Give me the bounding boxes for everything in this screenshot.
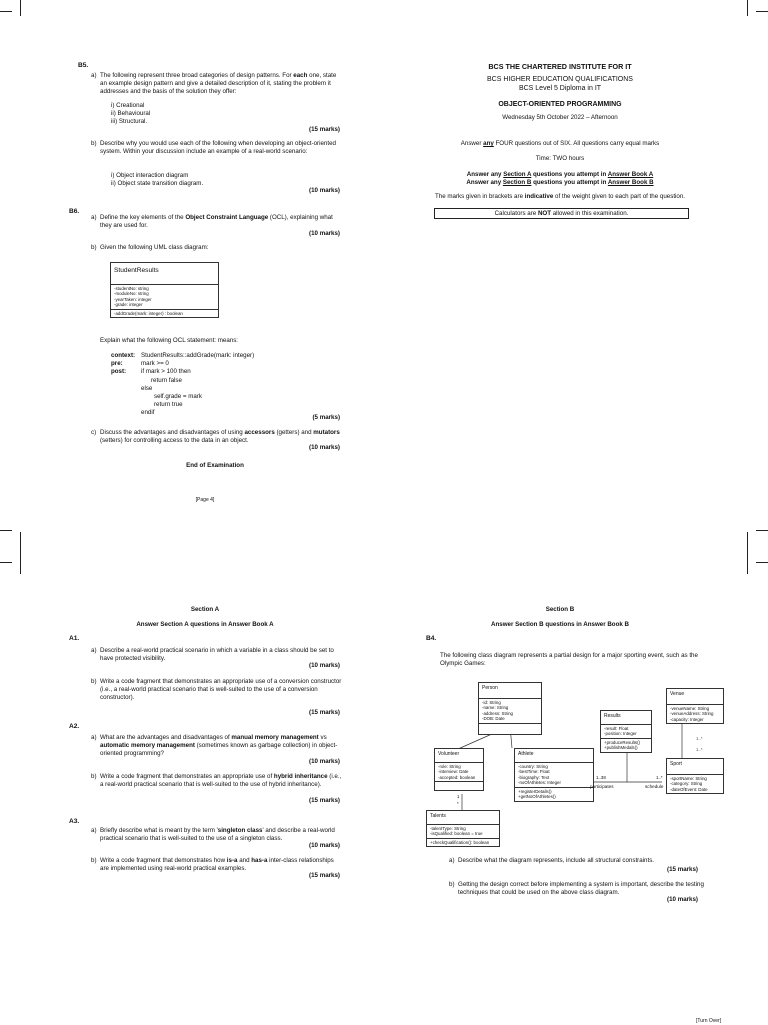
section-b-subtitle: Answer Section B questions in Answer Book B <box>491 621 629 628</box>
item-text: Write a code fragment that demonstrates an appropriate use of a conversion constructor (i.e., a real-world practical scenario that is well-suited to the use of a conversion constructor). <box>100 678 342 702</box>
ocl-statement: context: StudentResults::addGrade(mark: integer) pre: mark >= 0 post: if mark > 100 then return false else self.grade = mark return true endif <box>111 352 255 417</box>
marks: (10 marks) <box>309 842 340 849</box>
item-text: What are the advantages and disadvantages of manual memory management vs automatic memory management (sometimes known as garbage collection) in object-oriented programming? <box>100 734 338 758</box>
crop-mark <box>0 562 12 563</box>
marks: (5 marks) <box>312 414 340 421</box>
list-item: i) Object interaction diagram <box>111 172 189 179</box>
turn-over: [Turn Over] <box>696 1018 722 1024</box>
crop-mark <box>756 11 768 12</box>
marks: (10 marks) <box>309 662 340 669</box>
page-number: [Page 4] <box>195 497 215 503</box>
exam-date: Wednesday 5th October 2022 – Afternoon <box>502 114 618 121</box>
uml-class-athlete: Athlete -country: String -bestTime: Float -biography: Text -noOfAthletes: Integer +registerDetails() +getNoOfAthletes() <box>514 748 594 802</box>
uml-class-results: Results -result: Float -position: Integer +produceResults() +publishMedals() <box>600 710 652 753</box>
diploma-level: BCS Level 5 Diploma in IT <box>518 85 602 92</box>
question-a3-label: A3. <box>69 818 80 825</box>
crop-mark <box>756 530 768 531</box>
crop-mark <box>747 532 748 574</box>
list-item: iii) Structural. <box>111 118 148 126</box>
uml-class-sport: Sport -sportName: String -category: String -dateOfEvent: Date <box>666 758 724 794</box>
item-letter: b) <box>91 857 97 864</box>
question-a1-label: A1. <box>69 635 80 642</box>
item-letter: b) <box>449 881 455 888</box>
calculator-notice: Calculators are NOT allowed in this examination. <box>434 208 689 219</box>
item-text: Define the key elements of the Object Constraint Language (OCL), explaining what they are used for. <box>100 214 333 230</box>
question-b5-label: B5. <box>78 62 89 69</box>
marks: (15 marks) <box>309 872 340 879</box>
item-letter: a) <box>91 827 97 834</box>
item-letter: a) <box>91 734 97 741</box>
section-a-instruction: Answer any Section A questions you attempt in Answer Book A <box>466 171 654 178</box>
multiplicity: 1..* <box>656 775 663 780</box>
class-diagram <box>420 676 714 845</box>
marks: (10 marks) <box>309 758 340 765</box>
crop-mark <box>756 562 768 563</box>
ocl-intro: Explain what the following OCL statement: means: <box>100 337 239 344</box>
multiplicity: 1..* <box>696 747 703 752</box>
marks: (15 marks) <box>309 709 340 716</box>
item-text: Describe what the diagram represents, include all structural constraints. <box>458 857 655 864</box>
instructions-answer: Answer any FOUR questions out of SIX. All questions carry equal marks <box>460 140 660 147</box>
uml-class-venue: Venue -venueName: String -venueAddress: String -capacity: Integer <box>666 688 724 724</box>
end-of-examination: End of Examination <box>186 462 244 469</box>
list-item: ii) Behavioural <box>111 110 151 118</box>
crop-mark <box>747 0 748 16</box>
item-text: The following represent three broad categories of design patterns. For each one, state an example design pattern and give a detailed description of it, stating the problem it addresses and the basis of the solution they offer: <box>100 72 337 96</box>
item-letter: a) <box>91 647 97 654</box>
item-letter: b) <box>91 244 97 251</box>
item-text: Describe a real-world practical scenario in which a variable in a class should be set to have protected visibility. <box>100 647 334 663</box>
class-name: StudentResults <box>111 263 218 285</box>
item-text: Write a code fragment that demonstrates how is-a and has-a inter-class relationships are implemented using real-world practical examples. <box>100 857 334 873</box>
subject-title: OBJECT-ORIENTED PROGRAMMING <box>498 101 622 108</box>
item-text: Briefly describe what is meant by the term 'singleton class' and describe a real-world practical scenario that is well-suited to the use of a singleton class. <box>100 827 335 843</box>
marks: (10 marks) <box>309 230 340 237</box>
item-text: Write a code fragment that demonstrates an appropriate use of hybrid inheritance (i.e., a real-world practical scenario that is well-suited to the use of hybrid inheritance). <box>100 773 342 789</box>
item-letter: a) <box>449 857 455 864</box>
marks: (10 marks) <box>309 444 340 451</box>
question-a2-label: A2. <box>69 723 80 730</box>
item-text: Given the following UML class diagram: <box>100 244 209 251</box>
marks: (15 marks) <box>309 126 340 133</box>
question-b4-intro: The following class diagram represents a partial design for a major sporting event, such as the Olympic Games: <box>440 652 698 668</box>
uml-class-volunteer: Volunteer -role: String -interview: Date -accepted: boolean <box>434 748 484 791</box>
crop-mark <box>0 11 12 12</box>
sub-list-b5b <box>111 172 203 188</box>
marks: (15 marks) <box>309 797 340 804</box>
section-a-subtitle: Answer Section A questions in Answer Book A <box>136 621 274 628</box>
section-b-title: Section B <box>545 606 575 613</box>
crop-mark <box>0 530 12 531</box>
question-b6-label: B6. <box>69 208 80 215</box>
crop-mark <box>20 0 21 16</box>
multiplicity: 1..* <box>696 736 703 741</box>
multiplicity: 1..38 <box>596 775 606 780</box>
item-letter: b) <box>91 678 97 685</box>
marks: (10 marks) <box>309 187 340 194</box>
item-letter: b) <box>91 140 97 147</box>
marks: (10 marks) <box>667 896 698 903</box>
class-operations: -addGrade(mark: integer) : boolean <box>114 310 183 316</box>
crop-mark <box>20 532 21 574</box>
uml-class-talents: Talents -talentType: String -isQualified: boolean = true +checkQualification(): boolean <box>426 810 500 847</box>
item-letter: c) <box>91 429 97 436</box>
question-b4-label: B4. <box>426 635 437 642</box>
item-letter: a) <box>91 214 97 221</box>
marks: (15 marks) <box>667 866 698 873</box>
item-text: Getting the design correct before implementing a system is important, describe the testing techniques that could be used on the above class diagram. <box>458 881 704 897</box>
multiplicity: * <box>457 801 459 806</box>
list-item: ii) Object state transition diagram. <box>111 180 204 188</box>
qualifications: BCS HIGHER EDUCATION QUALIFICATIONS <box>487 76 633 83</box>
item-letter: b) <box>91 773 97 780</box>
item-text: Discuss the advantages and disadvantages of using accessors (getters) and mutators (setters) for controlling access to the data in an object. <box>100 429 340 445</box>
list-item: i) Creational <box>111 102 145 109</box>
item-text: Describe why you would use each of the following when developing an object-oriented system. Within your discussion include an example of a real-world scenario: <box>100 140 336 156</box>
uml-class-studentresults <box>110 262 219 318</box>
assoc-label-participates: participates <box>590 784 614 789</box>
section-a-title: Section A <box>190 606 220 613</box>
item-letter: a) <box>91 72 97 79</box>
institute-name: BCS THE CHARTERED INSTITUTE FOR IT <box>488 62 632 71</box>
exam-time: Time: TWO hours <box>535 155 585 162</box>
assoc-label-schedule: schedule <box>645 784 664 789</box>
sub-list-b5a <box>111 102 150 127</box>
marks-indicative-note: The marks given in brackets are indicative of the weight given to each part of the question. <box>434 193 686 200</box>
uml-class-person: Person -id: String -name: String -address: String -DOB: Date <box>478 682 542 735</box>
multiplicity: 1 <box>457 794 460 799</box>
section-b-instruction: Answer any Section B questions you attempt in Answer Book B <box>466 179 654 186</box>
class-attributes: -studentNo: string -moduleNo: string -yearTaken: integer -grade: integer <box>111 285 218 310</box>
